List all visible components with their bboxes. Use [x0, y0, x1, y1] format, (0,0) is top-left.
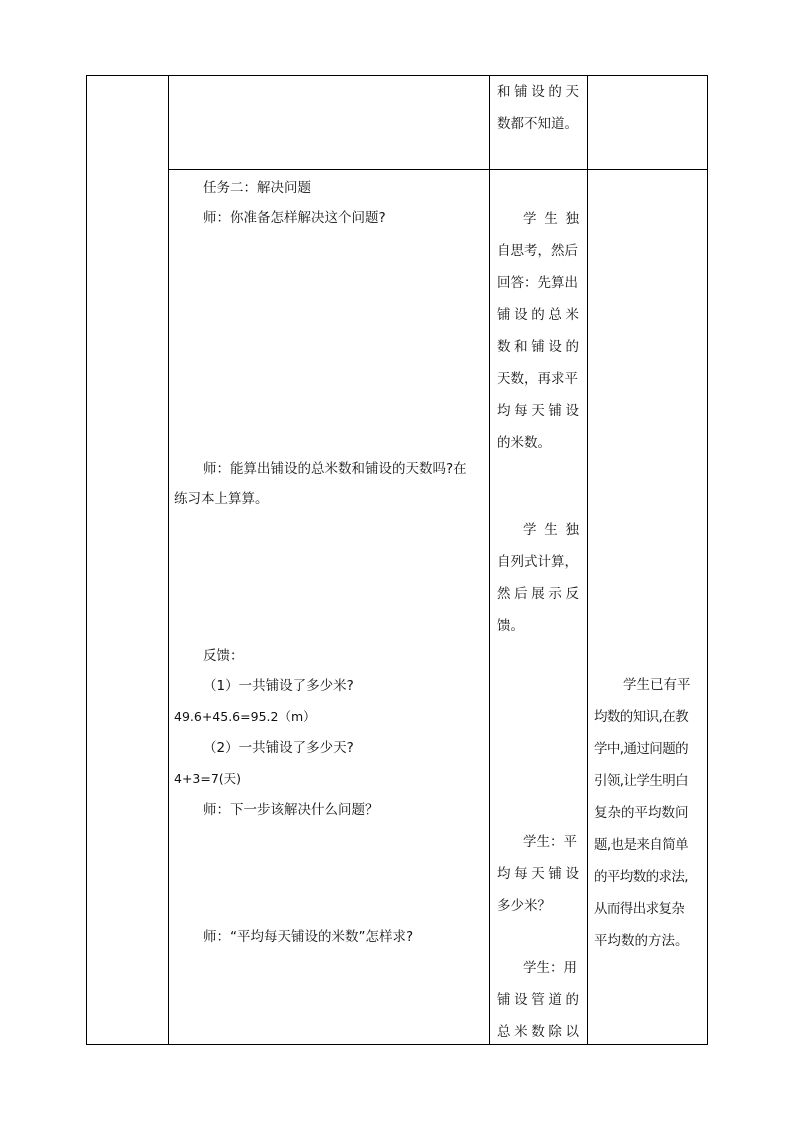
table-border-right [707, 75, 708, 1045]
row-divider [168, 169, 708, 170]
design-note-line-2: 均数的知识,在教 [594, 709, 688, 725]
design-note-line-8: 从而得出求复杂 [594, 901, 685, 917]
teacher-question-2-line-2: 练习本上算算。 [174, 491, 269, 507]
design-note-line-9: 平均数的方法。 [594, 933, 689, 949]
prev-row-student-line-1: 和铺设的天 [497, 84, 579, 100]
table-border-bottom [86, 1044, 708, 1045]
student-answer-1-line-6: 天数，再求平 [497, 371, 578, 387]
student-answer-1-line-7: 均每天铺设 [497, 403, 579, 419]
design-note-line-6: 题,也是来自简单 [594, 837, 688, 853]
design-note-line-7: 的平均数的求法, [594, 869, 688, 885]
design-note-line-5: 复杂的平均数问 [594, 805, 689, 821]
teacher-question-2-line-1: 师：能算出铺设的总米数和铺设的天数吗?在 [203, 461, 467, 477]
student-answer-4-line-1: 学生：用 [523, 960, 577, 976]
student-answer-3-line-2: 均每天铺设 [497, 866, 579, 882]
student-answer-1-line-8: 的米数。 [497, 435, 551, 451]
task-title: 任务二：解决问题 [203, 180, 311, 196]
student-answer-4-line-2: 铺设管道的 [497, 992, 579, 1008]
student-answer-2-line-2: 自列式计算， [497, 554, 578, 570]
student-answer-1-line-4: 铺设的总米 [497, 307, 579, 323]
student-answer-2-line-4: 馈。 [497, 618, 524, 634]
student-answer-4-line-3: 总米数除以 [497, 1024, 579, 1040]
design-note-line-3: 学中,通过问题的 [594, 741, 688, 757]
column-divider-2 [489, 75, 490, 1045]
student-answer-1-line-1: 学 生 独 [523, 211, 579, 227]
feedback-label: 反馈： [203, 648, 244, 664]
student-answer-3-line-3: 多少米？ [497, 898, 551, 914]
column-divider-1 [168, 75, 169, 1045]
student-answer-2-line-3: 然后展示反 [497, 586, 579, 602]
student-answer-1-line-5: 数和铺设的 [497, 339, 579, 355]
teacher-question-3: 师：下一步该解决什么问题？ [203, 802, 379, 818]
prev-row-student-line-2: 数都不知道。 [497, 116, 578, 132]
design-note-line-1: 学生已有平 [623, 677, 691, 693]
lesson-table [86, 75, 708, 1045]
feedback-1-calculation: 49.6+45.6=95.2（m） [174, 709, 316, 724]
table-border-left [86, 75, 87, 1045]
feedback-2-calculation: 4+3=7(天) [174, 771, 242, 786]
student-answer-2-line-1: 学 生 独 [523, 522, 579, 538]
feedback-2-question: （2）一共铺设了多少天? [203, 740, 354, 756]
student-answer-1-line-3: 回答：先算出 [497, 275, 578, 291]
feedback-1-question: （1）一共铺设了多少米? [203, 678, 354, 694]
teacher-question-1: 师：你准备怎样解决这个问题? [203, 210, 386, 226]
teacher-question-4: 师：“平均每天铺设的米数”怎样求? [203, 929, 414, 945]
student-answer-3-line-1: 学生：平 [523, 834, 577, 850]
column-divider-3 [587, 75, 588, 1045]
table-border-top [86, 75, 708, 76]
student-answer-1-line-2: 自思考，然后 [497, 243, 578, 259]
design-note-line-4: 引领,让学生明白 [594, 773, 688, 789]
